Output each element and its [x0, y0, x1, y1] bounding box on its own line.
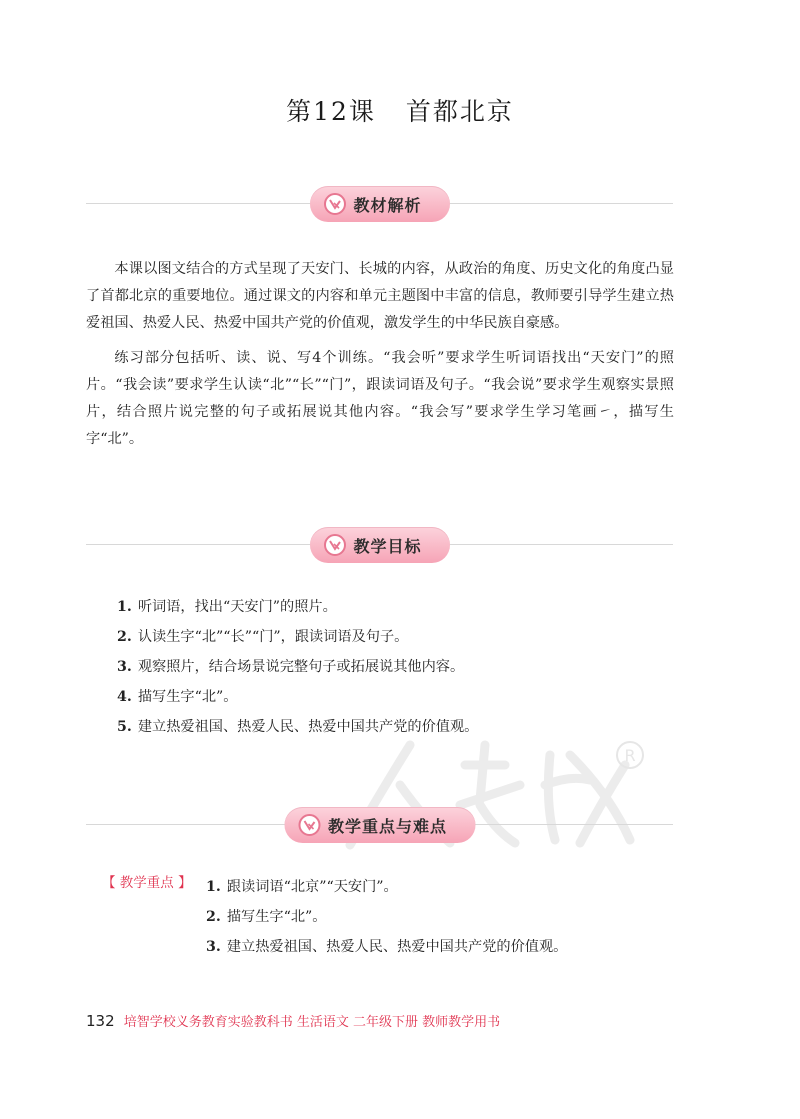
goals-list: [117, 592, 478, 742]
section-header-key-points: [86, 805, 673, 845]
list-item: 1. 跟读词语“北京”“天安门”。: [206, 879, 398, 895]
list-item: 3. 建立热爱祖国、热爱人民、热爱中国共产党的价值观。: [206, 939, 568, 955]
section-pill: [309, 186, 449, 222]
page-number: 132: [86, 1012, 115, 1030]
lesson-number: 第12课: [286, 97, 376, 126]
key-points-tag: 【 教学重点 】: [102, 875, 192, 891]
checkmark-icon: [323, 193, 345, 215]
section-pill: [309, 527, 449, 563]
section-header-goals: [86, 525, 673, 565]
list-item: 4. 描写生字“北”。: [117, 689, 238, 705]
section-header-analysis: [86, 184, 673, 224]
checkmark-icon: [323, 534, 345, 556]
section-title: 教学重点与难点: [327, 816, 448, 836]
page-footer: [86, 1011, 500, 1030]
section-pill: [284, 807, 475, 843]
section-title: 教学目标: [353, 536, 422, 556]
book-title: 培智学校义务教育实验教科书 生活语文 二年级下册 教师教学用书: [123, 1015, 501, 1030]
list-item: 2. 描写生字“北”。: [206, 909, 327, 925]
list-item: 5. 建立热爱祖国、热爱人民、热爱中国共产党的价值观。: [117, 719, 479, 735]
key-points-list: [206, 872, 567, 962]
lesson-title: [0, 92, 800, 128]
list-item: 1. 听词语，找出“天安门”的照片。: [117, 599, 337, 615]
list-item: 2. 认读生字“北”“长”“门”，跟读词语及句子。: [117, 629, 409, 645]
lesson-name: 首都北京: [405, 97, 514, 126]
analysis-paragraph-2: 练习部分包括听、读、说、写4个训练。“我会听”要求学生听词语找出“天安门”的照片。“我会读”要求学生认读“北”“长”“门”，跟读词语及句子。“我会说”要求学生观察实景照片，结合照片说完整的句子或拓展说其他内容。“我会写”要求学生学习笔画㇀，描写生字“北”。: [86, 350, 674, 447]
analysis-paragraph-1: 本课以图文结合的方式呈现了天安门、长城的内容，从政治的角度、历史文化的角度凸显了首都北京的重要地位。通过课文的内容和单元主题图中丰富的信息，教师要引导学生建立热爱祖国、热爱人民、热爱中国共产党的价值观，激发学生的中华民族自豪感。: [86, 261, 674, 331]
list-item: 3. 观察照片，结合场景说完整句子或拓展说其他内容。: [117, 659, 465, 675]
checkmark-icon: [298, 814, 320, 836]
section-title: 教材解析: [353, 195, 422, 215]
svg-text:R: R: [624, 746, 636, 765]
